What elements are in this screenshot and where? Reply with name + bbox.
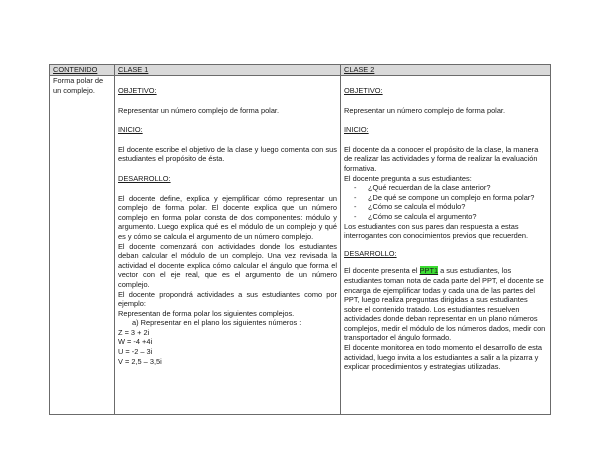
clase2-inicio-heading: INICIO:: [344, 125, 369, 135]
clase1-inicio-heading: INICIO:: [118, 125, 143, 135]
clase2-desarrollo-heading: DESARROLLO:: [344, 248, 397, 258]
clase2-objetivo-heading: OBJETIVO:: [344, 86, 383, 95]
table-row: [50, 76, 551, 415]
list-item: - ¿Cómo se calcula el argumento?: [354, 212, 547, 222]
desarrollo-lead-text: El docente presenta el: [344, 266, 420, 276]
clase2-objetivo-text: Representar un número complejo de forma polar.: [344, 105, 506, 115]
ppt-link[interactable]: PPT1: [419, 266, 439, 276]
equation-item: Z = 3 + 2i: [118, 327, 150, 337]
lesson-plan-table: [49, 64, 551, 415]
contenido-text: Forma polar de un complejo.: [53, 76, 104, 95]
list-item: - ¿De qué se compone un complejo en forma polar?: [354, 193, 547, 203]
clase1-subitem: a) Representar en el plano los siguientes números :: [132, 318, 302, 328]
clase1-desarrollo-p1: El docente define, explica y ejemplificar cómo representar un complejo de forma polar. El docente explica que un número complejo en forma polar consta de dos componentes: módulo y argumento. Luego explica qué es el módulo de un complejo y qué es y cómo se calcula el argumento de un número complejo.: [118, 193, 337, 241]
clase1-desarrollo-p3: El docente propondrá actividades a sus estudiantes como por ejemplo:: [118, 289, 337, 309]
equation-item: V = 2,5 – 3,5i: [118, 356, 162, 366]
equation-list: [118, 328, 337, 366]
clase-2-cell: [341, 76, 551, 415]
clase-1-cell: [115, 76, 341, 415]
clase2-desarrollo-p1: [344, 266, 547, 343]
header-contenido: CONTENIDO: [50, 65, 115, 76]
desarrollo-body-text: a sus estudiantes, los estudiantes toman nota de cada parte del PPT, el docente se encarga de ejemplificar todas y cada una de las partes del PPT, luego realiza preguntas dirigidas a sus estudiantes sobre el contenido tratado. Los estudiantes resuelven actividades donde deban representar en un plano números complejos, medir el módulo de los números dados, medir con transportador el ángulo formado.: [344, 266, 546, 343]
equation-item: U = -2 – 3i: [118, 347, 153, 357]
contenido-cell: [50, 76, 115, 415]
clase1-objetivo-heading: OBJETIVO:: [118, 86, 157, 95]
clase1-desarrollo-p4: Representan de forma polar los siguientes complejos.: [118, 308, 295, 318]
clase2-inicio-p3: Los estudiantes con sus pares dan respuesta a estas interrogantes con conocimientos previos que recuerden.: [344, 221, 529, 241]
list-item: - ¿Qué recuerdan de la clase anterior?: [354, 183, 547, 193]
equation-item: W = -4 +4i: [118, 337, 153, 347]
clase2-inicio-p1: El docente da a conocer el propósito de la clase, la manera de realizar las actividades y forma de realizar la evaluación formativa.: [344, 144, 539, 173]
clase2-inicio-p2: El docente pregunta a sus estudiantes:: [344, 173, 472, 183]
clase1-objetivo-text: Representar un número complejo de forma polar.: [118, 105, 280, 115]
list-item: - ¿Cómo se calcula el módulo?: [354, 202, 547, 212]
table-header-row: [50, 65, 551, 76]
header-clase-1: CLASE 1: [115, 65, 341, 76]
header-clase-2: CLASE 2: [341, 65, 551, 76]
clase2-desarrollo-p2: El docente monitorea en todo momento el desarrollo de esta actividad, luego invita a los estudiantes a salir a la pizarra y explicar procedimientos y estrategias utilizadas.: [344, 343, 543, 372]
clase1-desarrollo-p2: El docente comenzará con actividades donde los estudiantes deban calcular el módulo de un complejo. Una vez revisada la actividad el docente explica cómo calcular el ángulo que forma el vector con el eje real, que es el argumento de un número complejo.: [118, 241, 337, 289]
clase1-inicio-text: El docente escribe el objetivo de la clase y luego comenta con sus estudiantes el propósito de ésta.: [118, 144, 337, 164]
clase1-desarrollo-heading: DESARROLLO:: [118, 173, 171, 183]
question-list: [344, 183, 547, 221]
